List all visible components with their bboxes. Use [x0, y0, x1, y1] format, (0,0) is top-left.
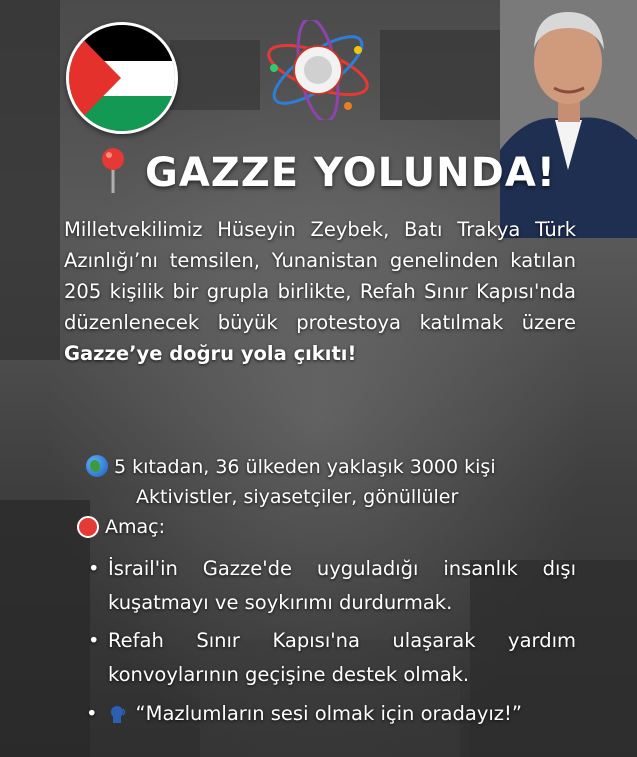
- organization-logo: [262, 20, 374, 120]
- aim-item-2: • Refah Sınır Kapısı'na ulaşarak yardım konvoylarının geçişine destek olmak.: [86, 624, 576, 692]
- stats-line-2: Aktivistler, siyasetçiler, gönüllüler: [136, 486, 459, 508]
- bullet-dot: •: [86, 702, 98, 725]
- intro-paragraph: [64, 214, 576, 369]
- quote-text: “Mazlumların sesi olmak için oradayız!”: [135, 702, 522, 725]
- intro-bold-text: Gazze’ye doğru yola çıkıtı!: [64, 342, 357, 365]
- map-pin-icon: [100, 147, 126, 195]
- aim-item-1: • İsrail'in Gazze'de uyguladığı insanlık dışı kuşatmayı ve soykırımı durdurmak.: [86, 552, 576, 620]
- stats-line-1-text: 5 kıtadan, 36 ülkeden yaklaşık 3000 kişi: [114, 456, 496, 478]
- aim-label: Amaç:: [105, 516, 165, 538]
- stats-block: [86, 452, 496, 512]
- palestine-flag-icon: [66, 22, 178, 134]
- quote-line: [86, 702, 522, 725]
- portrait-photo: [500, 0, 637, 238]
- globe-icon: [86, 455, 108, 477]
- headline: GAZZE YOLUNDA!: [145, 150, 557, 196]
- speaking-head-icon: [108, 704, 128, 724]
- aim-heading: [77, 516, 165, 538]
- intro-text: Milletvekilimiz Hüseyin Zeybek, Batı Trakya Türk Azınlığı’nı temsilen, Yunanistan genelinden katılan 205 kişilik bir grupla birlikte, Refah Sınır Kapısı'nda düzenlenecek büyük protestoya katılmak üzere: [64, 218, 576, 334]
- aim-list: [86, 552, 576, 696]
- stats-line-1: [86, 452, 496, 482]
- stop-sign-icon: [77, 516, 99, 538]
